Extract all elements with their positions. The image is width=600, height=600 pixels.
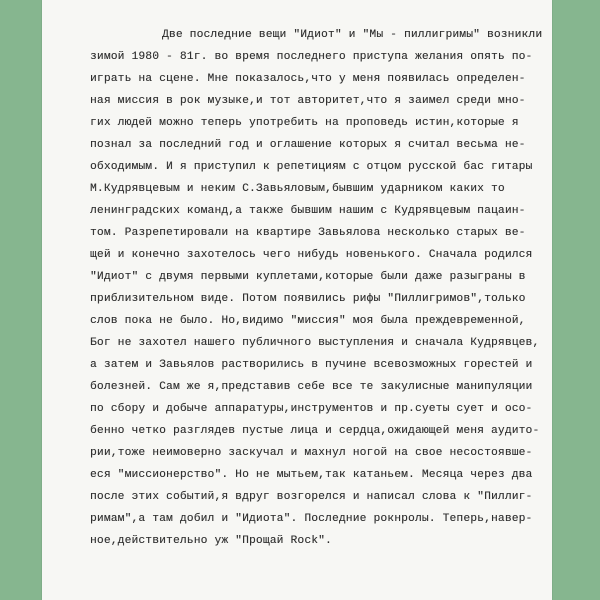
text-line: по сбору и добыче аппаратуры,инструментов и пр.суеты сует и осо- xyxy=(90,403,533,415)
text-line: еся "миссионерство". Но не мытьем,так катаньем. Месяца через два xyxy=(90,469,533,481)
text-line: болезней. Сам же я,представив себе все те закулисные манипуляции xyxy=(90,381,533,393)
text-line: ное,действительно уж "Прощай Rock". xyxy=(90,535,332,547)
text-line: а затем и Завьялов растворились в пучине всевозможных горестей и xyxy=(90,359,533,371)
text-line: ная миссия в рок музыке,и тот авторитет,что я заимел среди мно- xyxy=(90,95,526,107)
text-line: М.Кудрявцевым и неким С.Завьяловым,бывшим ударником каких то xyxy=(90,183,505,195)
text-line: римам",а там добил и "Идиота". Последние рокнролы. Теперь,навер- xyxy=(90,513,533,525)
typed-text-block xyxy=(90,24,560,552)
text-line: Две последние вещи "Идиот" и "Мы - пиллигримы" возникли xyxy=(162,29,543,41)
text-line: приблизительном виде. Потом появились рифы "Пиллигримов",только xyxy=(90,293,526,305)
text-line: "Идиот" с двумя первыми куплетами,которые были даже разыграны в xyxy=(90,271,526,283)
text-line: том. Разрепетировали на квартире Завьялова несколько старых ве- xyxy=(90,227,526,239)
text-line: щей и конечно захотелось чего нибудь новенького. Сначала родился xyxy=(90,249,533,261)
text-line: слов пока не было. Но,видимо "миссия" моя была преждевременной, xyxy=(90,315,526,327)
text-line: бенно четко разглядев пустые лица и сердца,ожидающей меня аудито- xyxy=(90,425,540,437)
text-line: играть на сцене. Мне показалось,что у меня появилась определен- xyxy=(90,73,526,85)
text-line: обходимым. И я приступил к репетициям с отцом русской бас гитары xyxy=(90,161,533,173)
text-line: Бог не захотел нашего публичного выступления и сначала Кудрявцев, xyxy=(90,337,540,349)
text-line: гих людей можно теперь употребить на проповедь истин,которые я xyxy=(90,117,519,129)
text-line: после этих событий,я вдруг возгорелся и написал слова к "Пиллиг- xyxy=(90,491,533,503)
text-line: познал за последний год и оглашение которых я считал весьма не- xyxy=(90,139,526,151)
text-line: зимой 1980 - 81г. во время последнего приступа желания опять по- xyxy=(90,51,533,63)
typewritten-page xyxy=(42,0,552,600)
text-line: рии,тоже неимоверно заскучал и махнул ногой на свое несостоявше- xyxy=(90,447,533,459)
text-line: ленинградских команд,а также бывшим нашим с Кудрявцевым пацаин- xyxy=(90,205,526,217)
